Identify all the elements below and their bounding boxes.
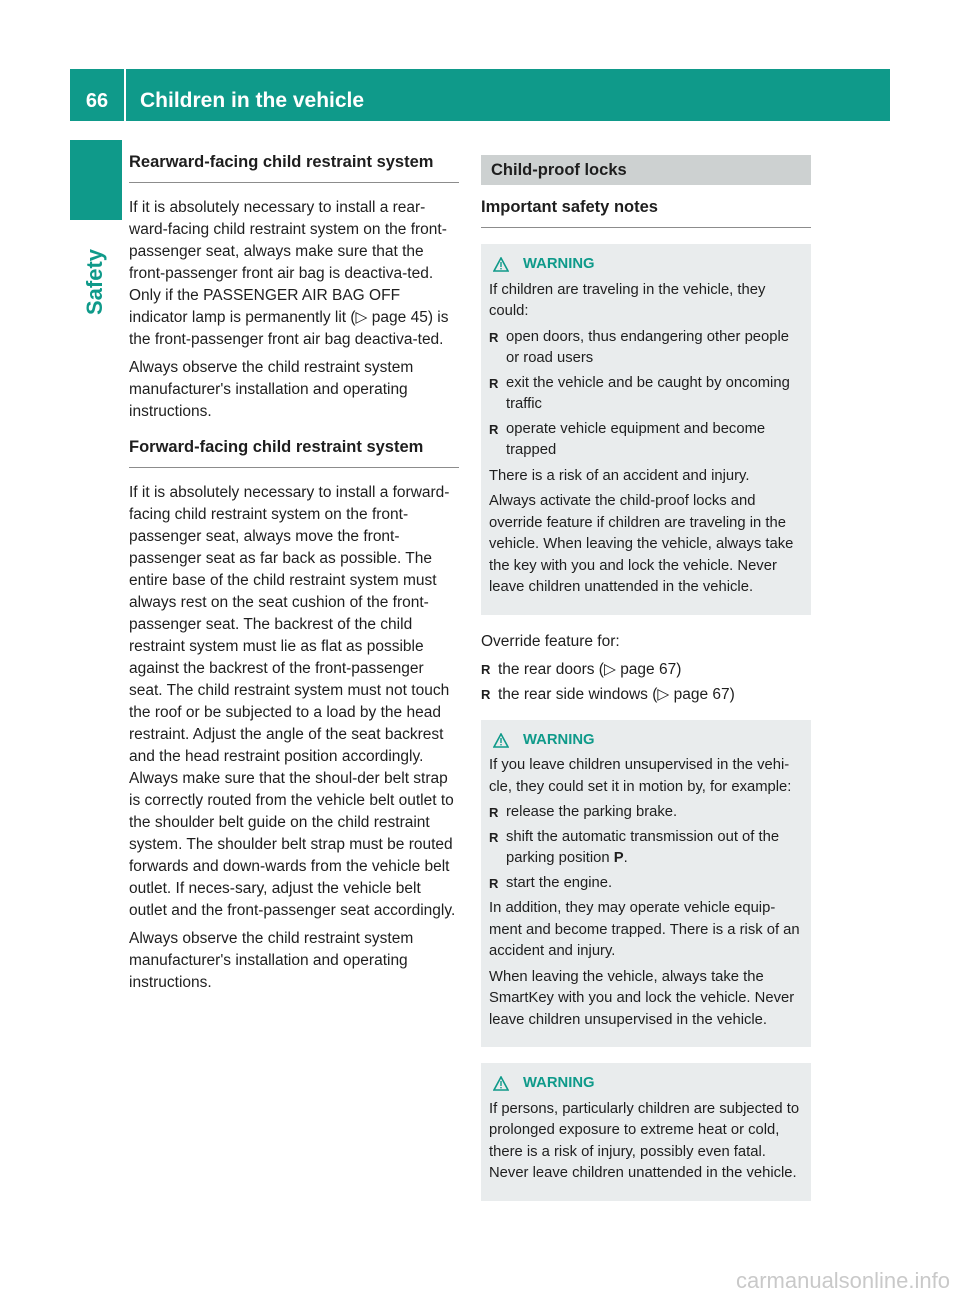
bullet-mark: R <box>489 829 499 845</box>
list-item: R operate vehicle equipment and become trapped <box>489 420 766 458</box>
warning2-paragraph-2: When leaving the vehicle, always take the SmartKey with you and lock the vehicle. Never leave children unsupervised in the vehicle. <box>489 968 795 1028</box>
warning-triangle-icon <box>493 733 509 748</box>
warning-label: WARNING <box>523 256 595 272</box>
warning-label: WARNING <box>523 731 595 748</box>
bullet-mark: R <box>481 661 491 677</box>
override-list <box>481 659 811 706</box>
parking-position-symbol: P <box>613 850 624 866</box>
warning-box-3 <box>481 1063 811 1201</box>
list-item: R release the parking brake. <box>489 802 803 824</box>
side-tab-label <box>73 232 117 332</box>
warning1-intro: If children are traveling in the vehicle, they could: <box>489 281 766 319</box>
rearward-heading: Rearward-facing child restraint system <box>129 150 459 183</box>
side-tab-marker <box>70 140 122 220</box>
bullet-mark: R <box>489 421 499 437</box>
override-intro: Override feature for: <box>481 632 620 650</box>
warning-box-1 <box>481 244 811 615</box>
warning-header <box>489 254 803 276</box>
list-item: R open doors, thus endangering other people or road users <box>489 328 790 366</box>
warning2-intro: If you leave children unsupervised in the vehi-cle, they could set it in motion by, for example: <box>489 757 792 795</box>
safety-notes-heading: Important safety notes <box>481 195 811 228</box>
rearward-paragraph-2: Always observe the child restraint system manufacturer's installation and operating instructions. <box>129 359 414 420</box>
forward-heading: Forward-facing child restraint system <box>129 435 459 468</box>
warning1-paragraph-2: Always activate the child-proof locks and override feature if children are traveling in the vehicle. When leaving the vehicle, always take the key with you and lock the vehicle. Never leave children unattended in the vehicle. <box>489 493 794 595</box>
list-item: R shift the automatic transmission out of the parking position P. <box>489 828 780 866</box>
left-column <box>129 150 459 1000</box>
side-tab-text: Safety <box>82 248 108 316</box>
warning1-paragraph-1: There is a risk of an accident and injury. <box>489 467 750 484</box>
chapter-title: Children in the vehicle <box>140 89 365 112</box>
warning-header <box>489 730 803 752</box>
list-item: R exit the vehicle and be caught by oncoming traffic <box>489 374 790 412</box>
right-column <box>481 150 811 1217</box>
warning-header <box>489 1073 803 1095</box>
section-band-title: Child-proof locks <box>481 155 811 185</box>
forward-paragraph-1: If it is absolutely necessary to install a forward-facing child restraint system on the front-passenger seat, always move the front-passenger seat as far back as possible. The entire base of the child restraint system must always rest on the seat cushion of the front-passenger seat. The backrest of the child restraint system must lie as flat as possible against the backrest of the front-passenger seat. The child restraint system must not touch the roof or be subjected to a load by the head restraint. Adjust the angle of the seat backrest and the head restraint position accordingly. Always make sure that the shoul-der belt strap is correctly routed from the vehicle belt outlet to the shoulder belt guide on the child restraint system. The shoulder belt strap must be routed forwards and down-wards from the vehicle belt outlet. If neces-sary, adjust the vehicle belt outlet and the front-passenger seat accordingly. <box>129 484 456 919</box>
warning1-list <box>489 327 803 462</box>
bullet-mark: R <box>489 375 499 391</box>
list-item: R start the engine. <box>489 873 803 895</box>
forward-paragraph-2: Always observe the child restraint system manufacturer's installation and operating instructions. <box>129 930 414 991</box>
warning3-paragraph: If persons, particularly children are subjected to prolonged exposure to extreme heat or cold, there is a risk of injury, possibly even fatal. Never leave children unattended in the vehicle. <box>489 1100 800 1181</box>
list-item: R the rear doors (▷ page 67) <box>481 659 811 681</box>
warning-triangle-icon <box>493 1076 509 1091</box>
bullet-mark: R <box>489 875 499 891</box>
bullet-mark: R <box>481 686 491 702</box>
watermark: carmanualsonline.info <box>735 1268 950 1293</box>
warning2-paragraph-1: In addition, they may operate vehicle equip-ment and become trapped. There is a risk of an accident and injury. <box>489 900 800 959</box>
warning-triangle-icon <box>493 257 509 272</box>
list-item: R the rear side windows (▷ page 67) <box>481 684 811 706</box>
warning2-list <box>489 802 803 894</box>
warning-box-2 <box>481 720 811 1048</box>
bullet-mark: R <box>489 805 499 820</box>
rearward-paragraph-1: If it is absolutely necessary to install a rear-ward-facing child restraint system on the front-passenger seat, always make sure that the front-passenger front air bag is deactiva-ted. Only if the PASSENGER AIR BAG OFF indicator lamp is permanently lit (▷ page 45) is the front-passenger front air bag deactiva-ted. <box>129 199 449 348</box>
page-number: 66 <box>70 69 126 121</box>
warning-label: WARNING <box>523 1075 595 1091</box>
bullet-mark: R <box>489 329 499 345</box>
page-header <box>70 69 890 121</box>
